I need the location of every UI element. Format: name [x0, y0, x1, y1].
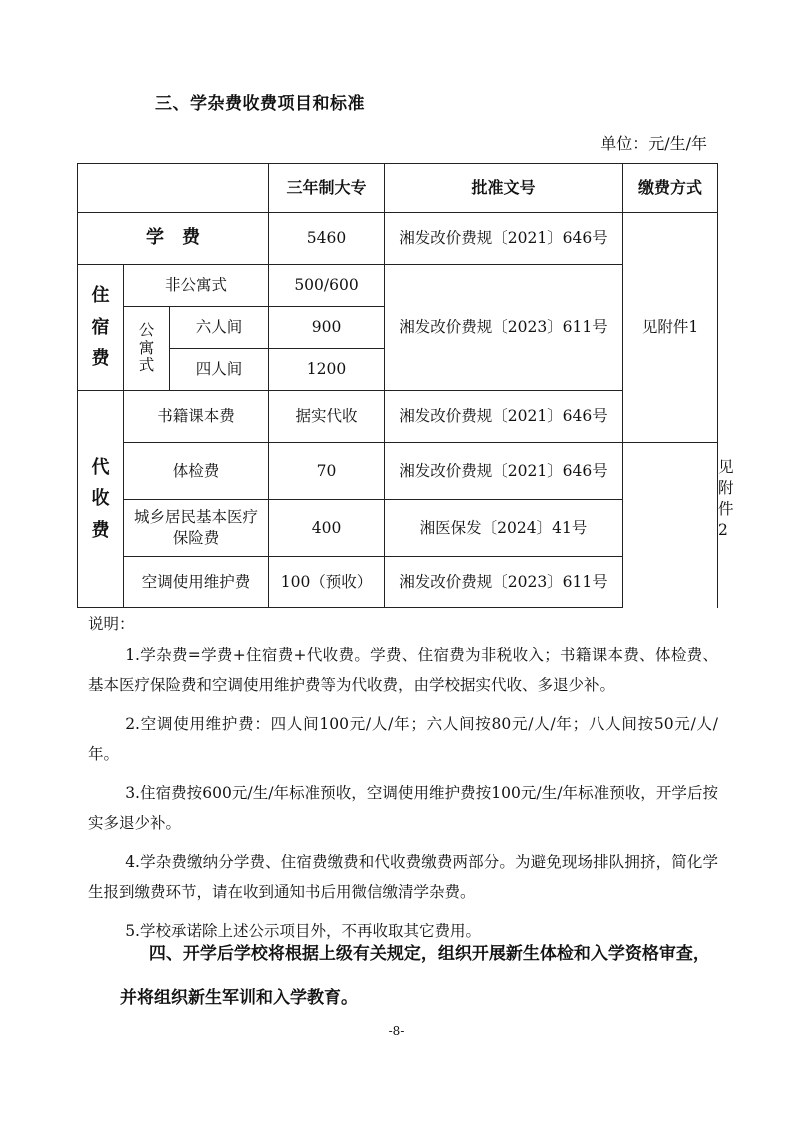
closing-paragraph: 四、开学后学校将根据上级有关规定，组织开展新生体检和入学资格审查，并将组织新生军训和入学教育。	[120, 944, 710, 1008]
fee-approval: 湘发改价费规〔2021〕646号	[385, 443, 623, 500]
tuition-approval: 湘发改价费规〔2021〕646号	[385, 213, 623, 265]
non-apartment-amount: 500/600	[269, 265, 385, 307]
note-item: 4.学杂费缴纳分学费、住宿费缴费和代收费缴费两部分。为避免现场排队拥挤，简化学生报到缴费环节，请在收到通知书后用微信缴清学杂费。	[88, 853, 718, 901]
six-person-amount: 900	[269, 307, 385, 349]
table-row-physical-exam	[78, 443, 718, 500]
four-person-label: 四人间	[170, 349, 269, 391]
table-row-tuition	[78, 213, 718, 265]
table-row-insurance	[78, 500, 718, 557]
non-apartment-label: 非公寓式	[124, 265, 269, 307]
accommodation-approval: 湘发改价费规〔2023〕611号	[385, 265, 623, 391]
fee-item: 书籍课本费	[124, 391, 269, 443]
header-blank-cell	[78, 164, 269, 213]
accommodation-label: 住宿费	[91, 285, 110, 370]
six-person-label: 六人间	[170, 307, 269, 349]
table-row-non-apartment	[78, 265, 718, 307]
table-row-books: 代收费 书籍课本费 据实代收 湘发改价费规〔2021〕646号 见附件2	[78, 391, 718, 443]
tuition-label: 学 费	[78, 213, 269, 265]
table-row-air-conditioning	[78, 557, 718, 608]
note-item: 1.学杂费=学费+住宿费+代收费。学费、住宿费为非税收入；书籍课本费、体检费、基本医疗保险费和空调使用维护费等为代收费，由学校据实代收、多退少补。	[88, 646, 718, 694]
tuition-amount: 5460	[269, 213, 385, 265]
fee-approval: 湘发改价费规〔2021〕646号	[385, 391, 623, 443]
fee-approval: 湘发改价费规〔2023〕611号	[385, 557, 623, 608]
header-payment: 缴费方式	[623, 164, 718, 213]
notes-label: 说明：	[88, 615, 135, 633]
collected-fees-label: 代收费	[91, 456, 110, 541]
fee-amount: 据实代收	[269, 391, 385, 443]
fee-amount: 70	[269, 443, 385, 500]
header-approval: 批准文号	[385, 164, 623, 213]
table-header-row	[78, 164, 718, 213]
apartment-label-cell	[124, 307, 170, 391]
unit-label: 单位：元/生/年	[600, 134, 707, 153]
fee-table	[77, 163, 734, 608]
fee-amount: 400	[269, 500, 385, 557]
payment-method-1: 见附件1	[623, 213, 718, 443]
note-item: 2.空调使用维护费：四人间100元/人/年；六人间按80元/人/年；八人间按50元/人/年。	[88, 715, 718, 763]
notes-section	[88, 612, 718, 955]
header-program: 三年制大专	[269, 164, 385, 213]
accommodation-label-cell	[78, 265, 124, 391]
page-number: -8-	[388, 1024, 405, 1038]
fee-approval: 湘医保发〔2024〕41号	[385, 500, 623, 557]
fee-amount: 100（预收）	[269, 557, 385, 608]
fee-item: 城乡居民基本医疗保险费	[124, 500, 269, 557]
four-person-amount: 1200	[269, 349, 385, 391]
section-title: 三、学杂费收费项目和标准	[155, 94, 365, 114]
note-item: 5.学校承诺除上述公示项目外，不再收取其它费用。	[125, 922, 481, 940]
fee-item: 体检费	[124, 443, 269, 500]
note-item: 3.住宿费按600元/生/年标准预收，空调使用维护费按100元/生/年标准预收，开学后按实多退少补。	[88, 784, 718, 832]
fee-item: 空调使用维护费	[124, 557, 269, 608]
collected-fees-label-cell	[78, 391, 124, 608]
apartment-label: 公寓式	[138, 320, 155, 375]
